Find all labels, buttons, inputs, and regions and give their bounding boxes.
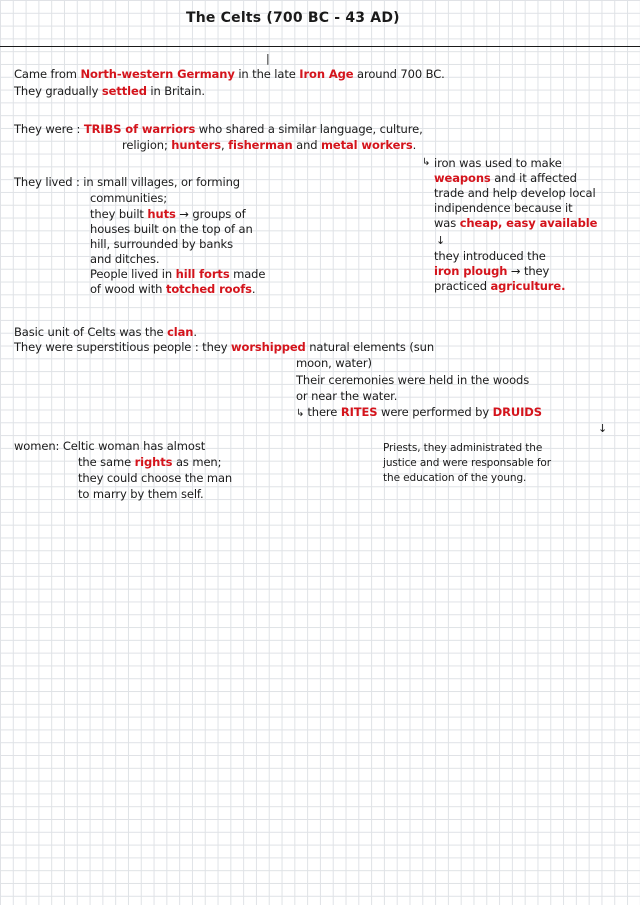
clan-line-4: Their ceremonies were held in the woods — [296, 373, 530, 387]
lived-line-3: they built huts → groups of — [90, 207, 246, 221]
women-line-3: they could choose the man — [78, 471, 233, 485]
druids-line-1: Priests, they administrated the — [383, 442, 543, 454]
divider-tick: | — [266, 52, 270, 65]
druids-line-2: justice and were responsable for — [383, 457, 551, 469]
iron-line-5: was cheap, easy available — [434, 216, 598, 230]
clan-line-5: or near the water. — [296, 389, 398, 403]
clan-line-3: moon, water) — [296, 356, 372, 370]
iron-line-2: weapons and it affected — [434, 171, 577, 185]
lived-line-5: hill, surrounded by banks — [90, 237, 233, 251]
lived-line-7: People lived in hill forts made — [90, 267, 266, 281]
women-line-1: women: Celtic woman has almost — [14, 439, 206, 453]
highlight-tribes: TRIBS of warriors — [83, 122, 196, 136]
iron-line-3: trade and help develop local — [434, 186, 596, 200]
corner-arrow-icon: ↳ — [422, 157, 431, 168]
lived-line-6: and ditches. — [90, 252, 160, 266]
iron-line-1: iron was used to make — [434, 156, 562, 170]
intro-line-2: They gradually settled in Britain. — [14, 84, 205, 98]
iron-line-4: indipendence because it — [434, 201, 573, 215]
page-title: The Celts (700 BC - 43 AD) — [186, 10, 400, 26]
clan-line-2: They were superstitious people : they worshipped natural elements (sun — [14, 340, 435, 354]
down-arrow-icon: ↓ — [436, 234, 446, 247]
highlight-iron-age: Iron Age — [299, 67, 354, 81]
women-line-2: the same rights as men; — [78, 455, 222, 469]
druids-line-3: the education of the young. — [383, 472, 527, 484]
iron-line-6: they introduced the — [434, 249, 546, 263]
clan-line-6: ↳ there RITES were performed by DRUIDS — [296, 405, 542, 419]
lived-line-8: of wood with totched roofs. — [90, 282, 256, 296]
highlight-settled: settled — [101, 84, 147, 98]
were-line-2: religion; hunters, fisherman and metal workers. — [122, 138, 417, 152]
highlight-origin: North-western Germany — [80, 67, 235, 81]
lived-line-4: houses built on the top of an — [90, 222, 253, 236]
down-arrow-icon: ↓ — [598, 422, 608, 435]
iron-line-7: iron plough → they — [434, 264, 550, 278]
were-line-1: They were : TRIBS of warriors who shared a similar language, culture, — [14, 122, 423, 136]
women-line-4: to marry by them self. — [78, 487, 204, 501]
intro-line-1: Came from North-western Germany in the late Iron Age around 700 BC. — [14, 67, 445, 81]
corner-arrow-icon: ↳ — [296, 408, 308, 419]
iron-line-8: practiced agriculture. — [434, 279, 566, 293]
lived-line-2: communities; — [90, 191, 167, 205]
clan-line-1: Basic unit of Celts was the clan. — [14, 325, 197, 339]
title-divider — [0, 46, 640, 47]
lived-line-1: They lived : in small villages, or forming — [14, 175, 240, 189]
